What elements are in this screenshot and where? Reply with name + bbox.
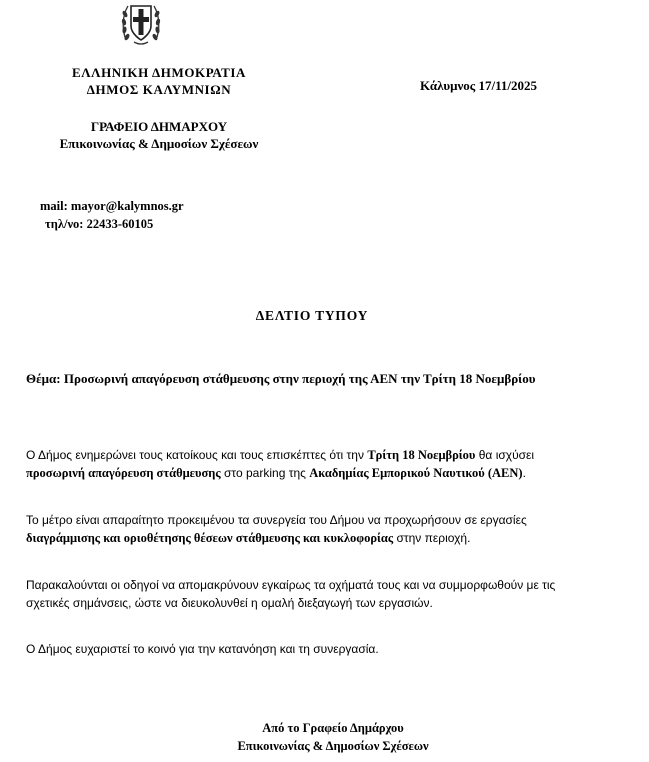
body-paragraph-2: [26, 511, 586, 547]
subject-line: Θέμα: Προσωρινή απαγόρευση στάθμευσης στην περιοχή της ΑΕΝ την Τρίτη 18 Νοεμβρίου: [26, 371, 536, 386]
p1-text-g: .: [522, 466, 526, 480]
body-paragraph-1: [26, 446, 586, 482]
press-release-title: ΔΕΛΤΙΟ ΤΥΠΟΥ: [255, 308, 369, 323]
office-name: ΓΡΑΦΕΙΟ ΔΗΜΑΡΧΟΥ: [90, 119, 228, 134]
document-date: Κάλυμνος 17/11/2025: [420, 78, 537, 93]
municipality-name: ΔΗΜΟΣ ΚΑΛΥΜΝΙΩΝ: [86, 82, 232, 97]
signature-line-2: Επικοινωνίας & Δημοσίων Σχέσεων: [237, 739, 429, 753]
p2-works-bold: διαγράμμισης και οριοθέτησης θέσεων στάθμευσης και κυκλοφορίας: [26, 531, 394, 545]
p1-text-e: στο parking της: [220, 466, 310, 480]
contact-email: [40, 197, 184, 215]
country-name: ΕΛΛΗΝΙΚΗ ΔΗΜΟΚΡΑΤΙΑ: [71, 65, 247, 80]
p1-academy-bold: Ακαδημίας Εμπορικού Ναυτικού (ΑΕΝ): [309, 466, 523, 480]
p1-text-a: Ο Δήμος ενημερώνει τους κατοίκους και τους επισκέπτες ότι την: [26, 448, 368, 462]
phone-label: τηλ/νο:: [45, 217, 84, 231]
body-paragraph-4: Ο Δήμος ευχαριστεί το κοινό για την κατανόηση και τη συνεργασία.: [26, 642, 379, 656]
p1-text-c: θα ισχύσει: [475, 448, 535, 462]
p2-text-c: στην περιοχή.: [393, 531, 471, 545]
email-label: mail:: [40, 199, 68, 213]
body-paragraph-3: Παρακαλούνται οι οδηγοί να απομακρύνουν εγκαίρως τα οχήματά τους και να συμμορφωθούν με τις σχετικές σημάνσεις, ώστε να διευκολυνθεί η ομαλή διεξαγωγή των εργασιών.: [26, 578, 556, 610]
p1-date-bold: Τρίτη 18 Νοεμβρίου: [367, 448, 476, 462]
email-value[interactable]: mayor@kalymnos.gr: [70, 199, 184, 213]
signature-line-1: Από το Γραφείο Δημάρχου: [262, 721, 404, 735]
office-subtitle: Επικοινωνίας & Δημοσίων Σχέσεων: [59, 136, 259, 151]
contact-phone: [45, 215, 153, 233]
p2-text-a: Το μέτρο είναι απαραίτητο προκειμένου τα συνεργεία του Δήμου να προχωρήσουν σε εργασίες: [26, 513, 527, 527]
coat-of-arms-icon: [120, 0, 162, 46]
p1-ban-bold: προσωρινή απαγόρευση στάθμευσης: [26, 466, 221, 480]
phone-value: 22433-60105: [86, 217, 154, 231]
